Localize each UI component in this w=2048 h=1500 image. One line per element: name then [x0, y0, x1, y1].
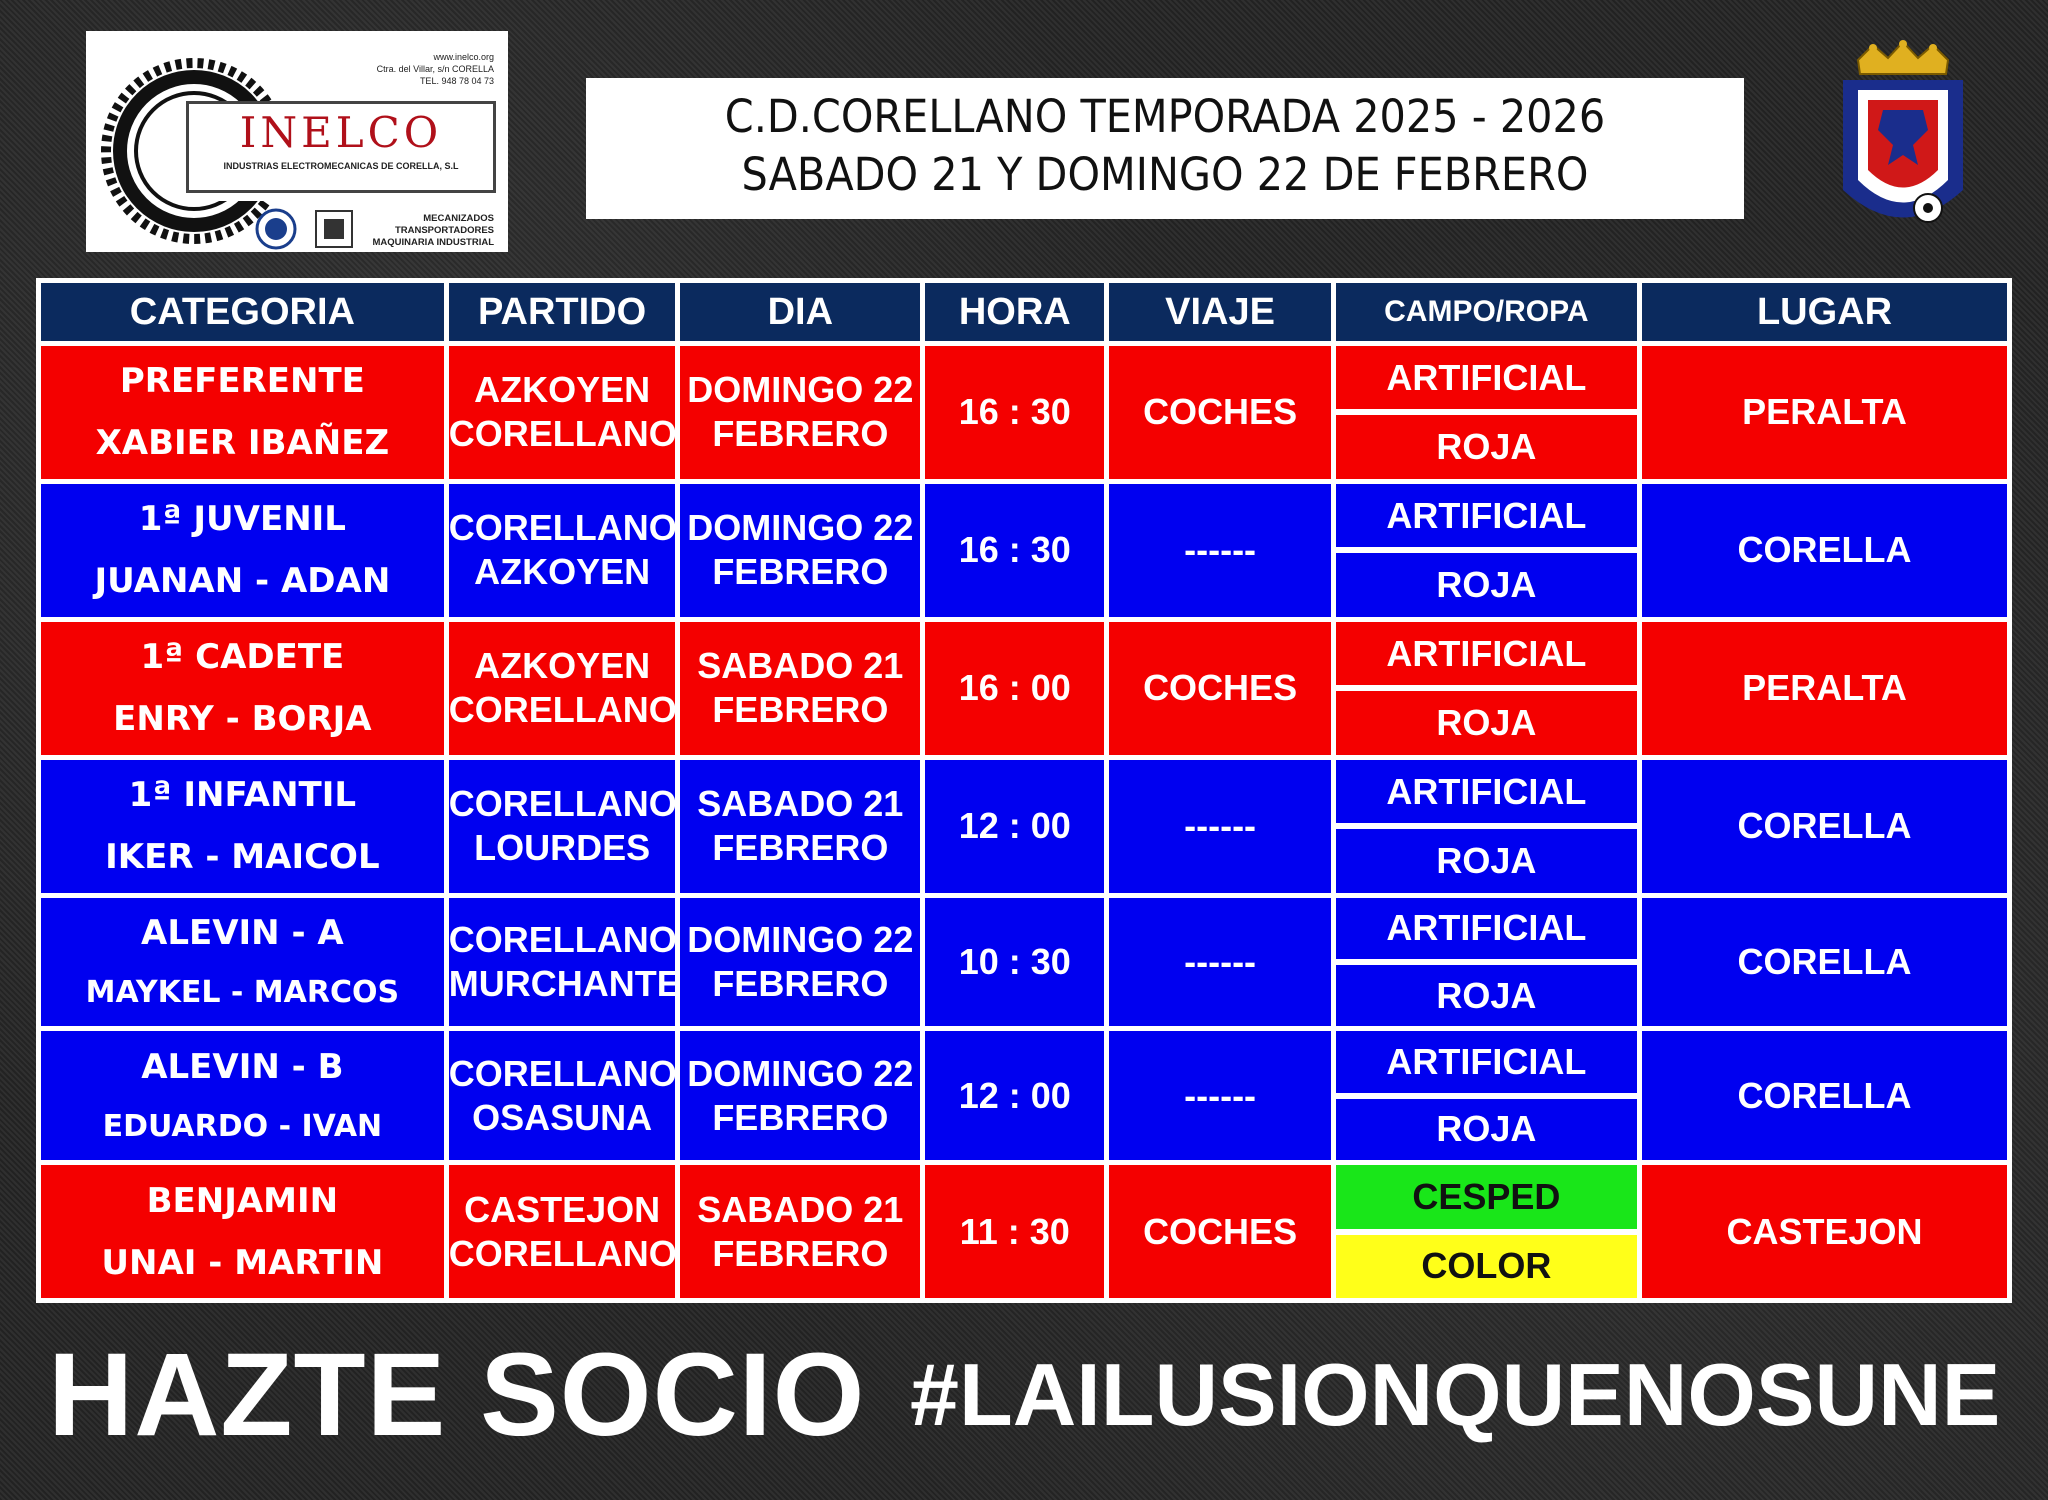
campo-value: ARTIFICIAL	[1336, 622, 1637, 685]
campo-value: ARTIFICIAL	[1336, 484, 1637, 547]
day: SABADO 21	[697, 783, 904, 825]
categoria-cell	[41, 484, 444, 617]
category-name: 1ª CADETE	[140, 637, 345, 678]
campo-value: ARTIFICIAL	[1336, 346, 1637, 409]
category-name: PREFERENTE	[119, 361, 365, 402]
brand-name: INELCO	[239, 108, 443, 157]
hora-cell: 16 : 30	[925, 484, 1104, 617]
table-row	[41, 1165, 2007, 1298]
campo-ropa-cell	[1336, 622, 1637, 755]
sponsor-service: MECANIZADOS	[423, 213, 494, 224]
home-team: AZKOYEN	[474, 369, 651, 411]
day: SABADO 21	[697, 645, 904, 687]
partido-cell	[449, 760, 676, 893]
sponsor-service: MAQUINARIA INDUSTRIAL	[372, 237, 494, 248]
header-dia: DIA	[680, 283, 920, 341]
viaje-cell: ------	[1109, 760, 1330, 893]
title-box	[586, 78, 1744, 219]
sponsor-logo-inelco	[86, 31, 508, 252]
away-team: AZKOYEN	[474, 551, 651, 593]
ropa-value: COLOR	[1336, 1235, 1637, 1298]
away-team: CORELLANO	[448, 413, 677, 455]
hora-cell: 16 : 00	[925, 622, 1104, 755]
certification-badges-icon	[254, 207, 374, 251]
club-crest-icon	[1828, 40, 1978, 240]
coaches: MAYKEL - MARCOS	[85, 975, 400, 1011]
day: DOMINGO 22	[687, 919, 914, 961]
ropa-value: ROJA	[1336, 553, 1637, 616]
brand-fullname: INDUSTRIAS ELECTROMECANICAS DE CORELLA, S.L	[223, 161, 459, 171]
header-viaje: VIAJE	[1109, 283, 1330, 341]
categoria-cell	[41, 622, 444, 755]
hora-cell: 11 : 30	[925, 1165, 1104, 1298]
lugar-cell: CORELLA	[1642, 1031, 2007, 1160]
brand-plate	[186, 101, 496, 193]
campo-value: ARTIFICIAL	[1336, 898, 1637, 959]
hora-cell: 12 : 00	[925, 760, 1104, 893]
categoria-cell	[41, 1165, 444, 1298]
campo-ropa-cell	[1336, 484, 1637, 617]
campo-ropa-cell	[1336, 346, 1637, 479]
header-categoria: CATEGORIA	[41, 283, 444, 341]
away-team: LOURDES	[474, 827, 651, 869]
lugar-cell: CASTEJON	[1642, 1165, 2007, 1298]
hora-cell: 12 : 00	[925, 1031, 1104, 1160]
categoria-cell	[41, 1031, 444, 1160]
partido-cell	[449, 622, 676, 755]
campo-value: ARTIFICIAL	[1336, 1031, 1637, 1092]
coaches: XABIER IBAÑEZ	[95, 423, 390, 464]
table-row	[41, 346, 2007, 479]
dia-cell	[680, 898, 920, 1027]
ropa-value: ROJA	[1336, 1099, 1637, 1160]
categoria-cell	[41, 898, 444, 1027]
category-name: 1ª JUVENIL	[138, 499, 346, 540]
coaches: JUANAN - ADAN	[94, 561, 391, 602]
table-row	[41, 898, 2007, 1027]
dia-cell	[680, 1165, 920, 1298]
dia-cell	[680, 484, 920, 617]
lugar-cell: CORELLA	[1642, 484, 2007, 617]
ropa-value: ROJA	[1336, 691, 1637, 754]
viaje-cell: ------	[1109, 484, 1330, 617]
home-team: CORELLANO	[448, 1052, 677, 1094]
table-row	[41, 760, 2007, 893]
viaje-cell: COCHES	[1109, 622, 1330, 755]
title-line-1: C.D.CORELLANO TEMPORADA 2025 - 2026	[724, 90, 1606, 143]
hora-cell: 10 : 30	[925, 898, 1104, 1027]
header-campo-ropa: CAMPO/ROPA	[1336, 283, 1637, 341]
dia-cell	[680, 1031, 920, 1160]
away-team: OSASUNA	[472, 1096, 653, 1138]
day: DOMINGO 22	[687, 1052, 914, 1094]
campo-ropa-cell	[1336, 760, 1637, 893]
lugar-cell: CORELLA	[1642, 898, 2007, 1027]
partido-cell	[449, 346, 676, 479]
table-row	[41, 1031, 2007, 1160]
away-team: CORELLANO	[448, 1232, 677, 1274]
home-team: CASTEJON	[464, 1188, 661, 1230]
viaje-cell: ------	[1109, 1031, 1330, 1160]
month: FEBRERO	[712, 963, 889, 1005]
coaches: EDUARDO - IVAN	[102, 1108, 383, 1144]
title-line-2: SABADO 21 Y DOMINGO 22 DE FEBRERO	[741, 148, 1589, 201]
month: FEBRERO	[712, 551, 889, 593]
coaches: ENRY - BORJA	[113, 699, 372, 740]
home-team: CORELLANO	[448, 919, 677, 961]
campo-value: CESPED	[1336, 1165, 1637, 1228]
category-name: BENJAMIN	[146, 1180, 339, 1221]
month: FEBRERO	[712, 827, 889, 869]
month: FEBRERO	[712, 1232, 889, 1274]
table-header-row	[41, 283, 2007, 341]
categoria-cell	[41, 760, 444, 893]
sponsor-web: www.inelco.org	[433, 52, 494, 62]
sponsor-services	[372, 213, 494, 249]
header-partido: PARTIDO	[449, 283, 676, 341]
category-name: 1ª INFANTIL	[128, 775, 357, 816]
viaje-cell: COCHES	[1109, 1165, 1330, 1298]
header-lugar: LUGAR	[1642, 283, 2007, 341]
partido-cell	[448, 898, 681, 1027]
month: FEBRERO	[712, 689, 889, 731]
dia-cell	[680, 622, 920, 755]
category-name: ALEVIN - A	[141, 913, 344, 954]
month: FEBRERO	[712, 413, 889, 455]
month: FEBRERO	[712, 1096, 889, 1138]
day: SABADO 21	[697, 1188, 904, 1230]
day: DOMINGO 22	[687, 507, 914, 549]
viaje-cell: ------	[1109, 898, 1330, 1027]
lugar-cell: PERALTA	[1642, 346, 2007, 479]
away-team: CORELLANO	[448, 689, 677, 731]
table-row	[41, 622, 2007, 755]
sponsor-service: TRANSPORTADORES	[394, 225, 494, 236]
home-team: CORELLANO	[448, 507, 677, 549]
campo-ropa-cell	[1336, 898, 1637, 1027]
home-team: CORELLANO	[448, 783, 677, 825]
ropa-value: ROJA	[1336, 829, 1637, 892]
footer-hazte-socio: HAZTE SOCIO	[48, 1329, 866, 1461]
lugar-cell: PERALTA	[1642, 622, 2007, 755]
lugar-cell: CORELLA	[1642, 760, 2007, 893]
campo-ropa-cell	[1336, 1165, 1637, 1298]
partido-cell	[449, 1031, 676, 1160]
dia-cell	[680, 346, 920, 479]
day: DOMINGO 22	[687, 369, 914, 411]
campo-value: ARTIFICIAL	[1336, 760, 1637, 823]
partido-cell	[449, 1165, 676, 1298]
sponsor-phone: TEL. 948 78 04 73	[419, 76, 494, 86]
ropa-value: ROJA	[1336, 415, 1637, 478]
sponsor-contact	[377, 51, 494, 87]
home-team: AZKOYEN	[474, 645, 651, 687]
ropa-value: ROJA	[1336, 965, 1637, 1026]
campo-ropa-cell	[1336, 1031, 1637, 1160]
categoria-cell	[41, 346, 444, 479]
category-name: ALEVIN - B	[141, 1046, 344, 1087]
header-hora: HORA	[925, 283, 1104, 341]
footer-hashtag: #LAILUSIONQUENOSUNE	[910, 1345, 2001, 1444]
table-row	[41, 484, 2007, 617]
away-team: MURCHANTE	[448, 963, 681, 1005]
dia-cell	[680, 760, 920, 893]
viaje-cell: COCHES	[1109, 346, 1330, 479]
schedule-table	[36, 278, 2012, 1303]
coaches: UNAI - MARTIN	[101, 1242, 384, 1283]
coaches: IKER - MAICOL	[105, 837, 380, 878]
hora-cell: 16 : 30	[925, 346, 1104, 479]
sponsor-address: Ctra. del Villar, s/n CORELLA	[376, 64, 494, 74]
partido-cell	[449, 484, 676, 617]
